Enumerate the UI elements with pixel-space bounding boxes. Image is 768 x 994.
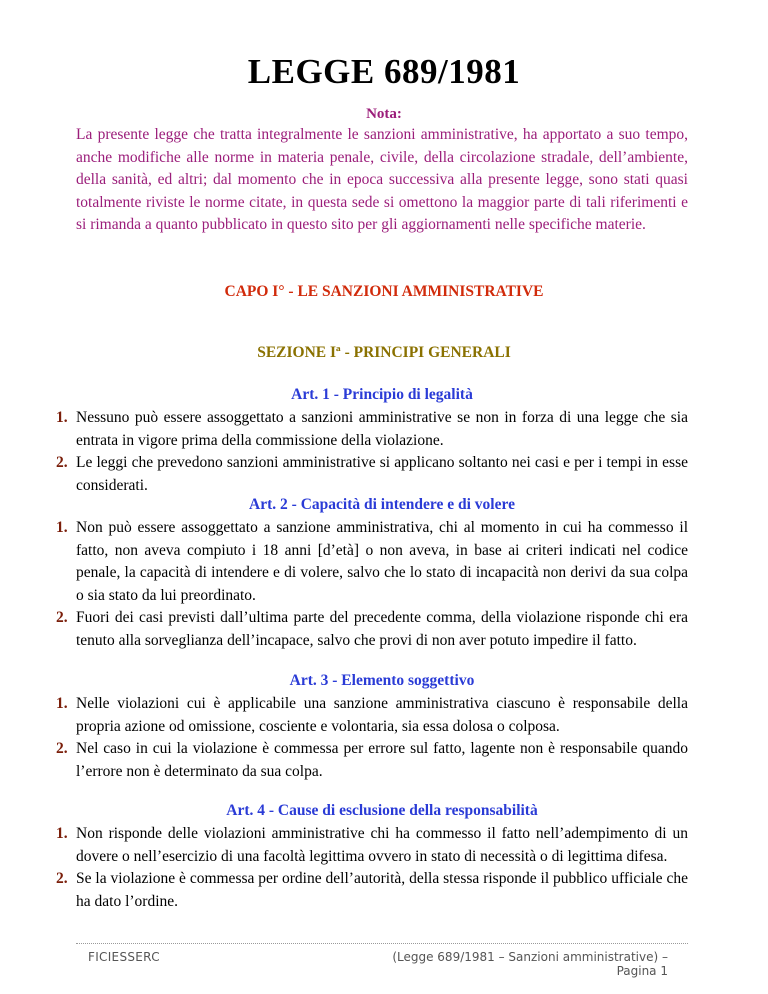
article-4 xyxy=(56,800,688,913)
article-3 xyxy=(56,670,688,783)
footer-divider xyxy=(76,943,688,944)
document-title: LEGGE 689/1981 xyxy=(247,52,521,91)
comma-text: Nel caso in cui la violazione è commessa per errore sul fatto, lagente non è responsabile quando l’errore non è determinato da sua colpa. xyxy=(76,740,688,780)
sezione-heading: SEZIONE Iª - PRINCIPI GENERALI xyxy=(257,344,511,361)
comma-text: Non può essere assoggettato a sanzione amministrativa, chi al momento in cui ha commesso il fatto, non aveva compiuto i 18 anni [d’età] o non aveva, in base ai criteri indicati nel codice penale, la capacità di intendere e di volere, salvo che lo stato di incapacità non derivi da sua colpa o sia stato da lui preordinato. xyxy=(76,519,688,604)
comma-number: 2. xyxy=(56,870,68,887)
comma-text: Non risponde delle violazioni amministrative chi ha commesso il fatto nell’adempimento di un dovere o nell’esercizio di una facoltà legittima ovvero in stato di necessità o di legittima difesa. xyxy=(76,825,688,865)
note-label: Nota: xyxy=(366,106,402,122)
comma xyxy=(56,517,688,607)
footer-page-info: (Legge 689/1981 – Sanzioni amministrative) – Pagina 1 xyxy=(392,950,668,978)
article-title: Art. 3 - Elemento soggettivo xyxy=(289,672,475,689)
comma xyxy=(56,868,688,913)
comma xyxy=(56,607,688,652)
comma xyxy=(56,407,688,452)
note-text: La presente legge che tratta integralmente le sanzioni amministrative, ha apportato a suo tempo, anche modifiche alle norme in materia penale, civile, della circolazione stradale, dell’ambiente, della sanità, ed altri; dal momento che in epoca successiva alla presente legge, sono stati quasi totalmente riviste le norme citate, in questa sede si omettono la maggior parte di tali riferimenti e si rimanda a quanto pubblicato in questo sito per gli aggiornamenti nelle specifiche materie. xyxy=(76,126,688,233)
comma-text: Nessuno può essere assoggettato a sanzioni amministrative se non in forza di una legge che sia entrata in vigore prima della commissione della violazione. xyxy=(76,409,688,449)
comma-number: 2. xyxy=(56,740,68,757)
article-title: Art. 4 - Cause di esclusione della responsabilità xyxy=(226,802,538,819)
article-1 xyxy=(56,384,688,497)
comma-text: Le leggi che prevedono sanzioni amministrative si applicano soltanto nei casi e per i tempi in esse considerati. xyxy=(76,454,688,494)
comma-number: 1. xyxy=(56,695,68,712)
comma-number: 1. xyxy=(56,519,68,536)
comma-number: 1. xyxy=(56,825,68,842)
comma-text: Se la violazione è commessa per ordine dell’autorità, della stessa risponde il pubblico ufficiale che ha dato l’ordine. xyxy=(76,870,688,910)
comma xyxy=(56,738,688,783)
comma-number: 1. xyxy=(56,409,68,426)
article-title: Art. 1 - Principio di legalità xyxy=(291,386,473,403)
comma-number: 2. xyxy=(56,609,68,626)
comma-text: Fuori dei casi previsti dall’ultima parte del precedente comma, della violazione risponde chi era tenuto alla sorveglianza dell’incapace, salvo che provi di non aver potuto impedire il fatto. xyxy=(76,609,688,649)
comma xyxy=(56,823,688,868)
article-2 xyxy=(56,494,688,652)
comma-number: 2. xyxy=(56,454,68,471)
comma-text: Nelle violazioni cui è applicabile una sanzione amministrativa ciascuno è responsabile della propria azione od omissione, cosciente e volontaria, sia essa dolosa o colposa. xyxy=(76,695,688,735)
capo-heading: CAPO I° - LE SANZIONI AMMINISTRATIVE xyxy=(224,283,544,300)
article-title: Art. 2 - Capacità di intendere e di volere xyxy=(249,496,515,513)
comma xyxy=(56,452,688,497)
footer-author: FICIESSERC xyxy=(88,950,160,964)
comma xyxy=(56,693,688,738)
